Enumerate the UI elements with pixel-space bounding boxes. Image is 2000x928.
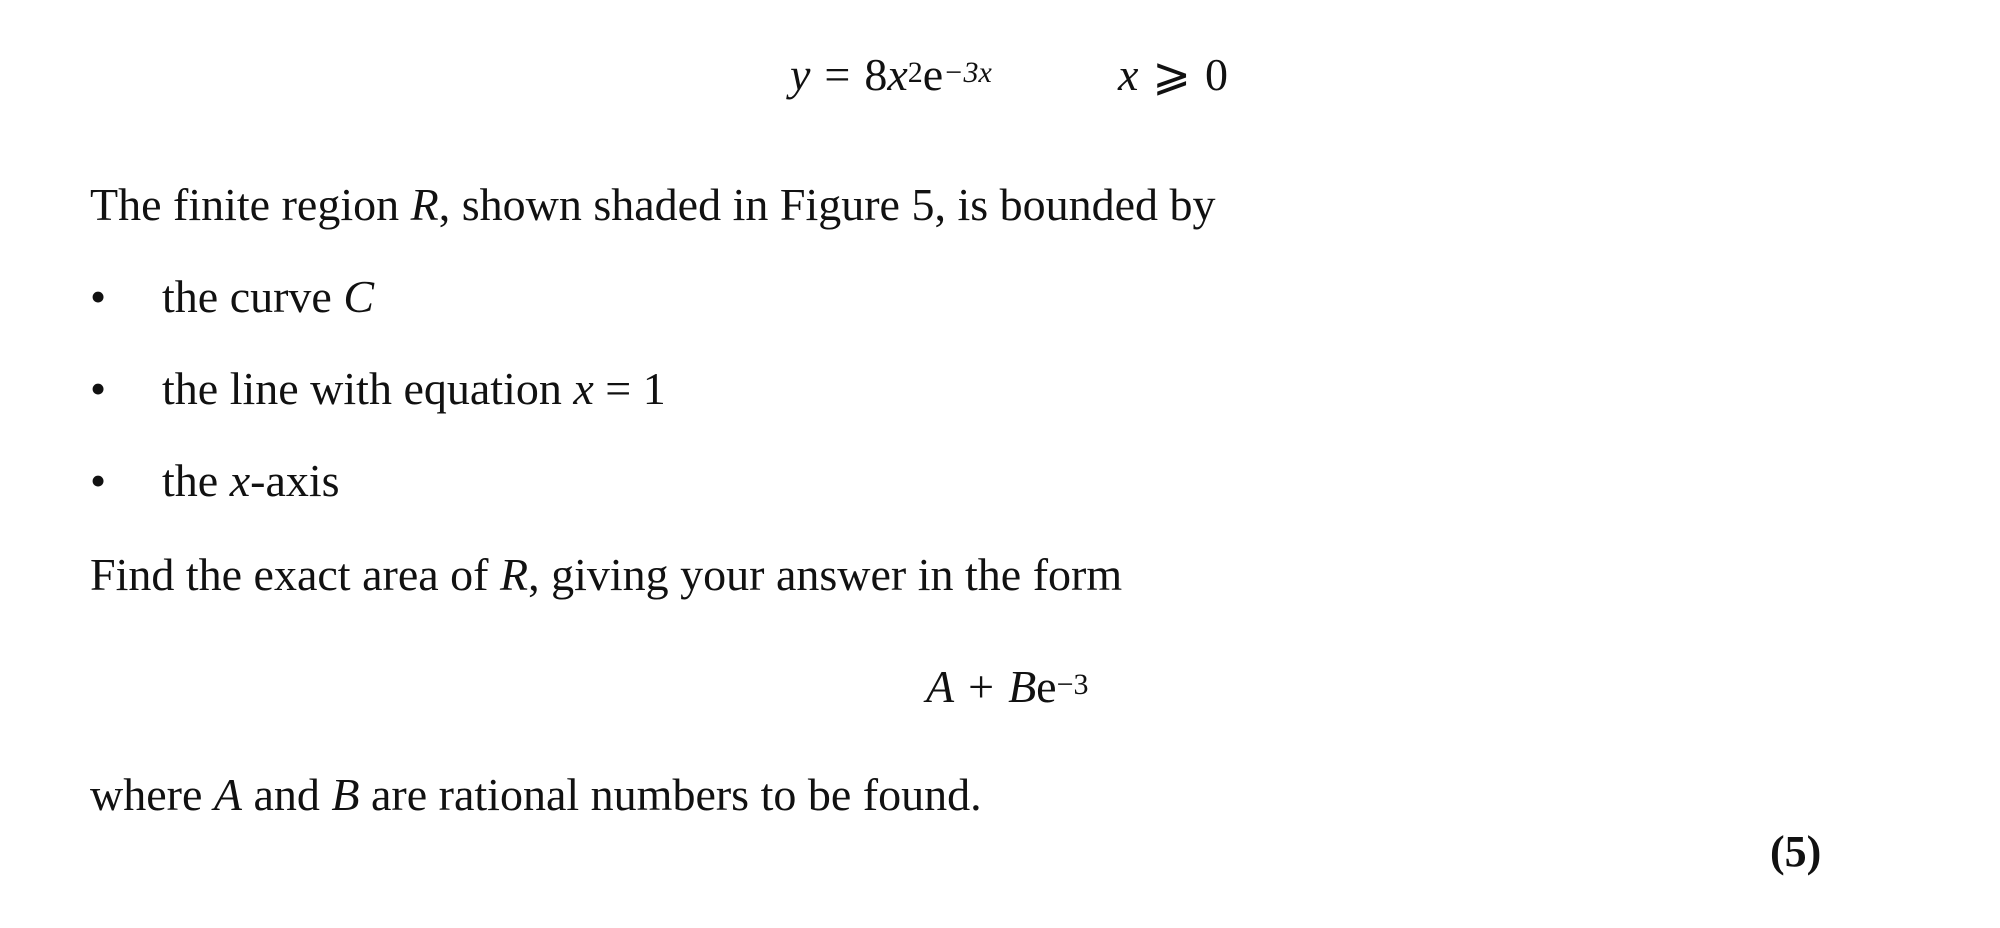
curve-symbol: C (343, 271, 375, 322)
intro-text-2: , shown shaded in Figure 5, is bounded by (438, 179, 1216, 230)
domain-condition (1118, 49, 1228, 100)
bullet-item-line (162, 363, 666, 414)
bullet-tail: = 1 (593, 363, 666, 414)
intro-paragraph (90, 179, 1216, 230)
marks-label: (5) (1770, 827, 1822, 876)
eq-lhs: y (790, 49, 811, 100)
where-paragraph (90, 769, 982, 820)
where-text-1: where (90, 769, 214, 820)
plus-sign: + (968, 661, 995, 712)
task-text-2: , giving your answer in the form (528, 549, 1123, 600)
bullet-tail: -axis (250, 455, 340, 506)
line-variable: x (573, 363, 594, 414)
cond-value: 0 (1204, 49, 1228, 100)
form-base: e (1036, 661, 1057, 712)
eq-base: e (922, 49, 944, 100)
constant-b: B (1008, 661, 1037, 712)
cond-variable: x (1118, 49, 1139, 100)
where-text-3: are rational numbers to be found. (359, 769, 982, 820)
form-exponent: −3 (1056, 668, 1089, 701)
eq-coefficient: 8 (864, 49, 888, 100)
bullet-item-axis (162, 455, 340, 506)
where-text-2: and (241, 769, 332, 820)
cond-operator: ⩾ (1152, 49, 1191, 100)
bullet-marker: • (90, 363, 107, 414)
axis-variable: x (229, 455, 251, 506)
constant-a: A (926, 661, 955, 712)
region-symbol: R (499, 549, 529, 600)
curve-equation (790, 49, 992, 100)
eq-power: 2 (907, 56, 923, 89)
eq-equals: = (824, 49, 851, 100)
task-text-1: Find the exact area of (90, 549, 500, 600)
bullet-text: the line with equation (162, 363, 574, 414)
constant-b: B (331, 769, 360, 820)
task-paragraph (90, 549, 1123, 600)
bullet-text: the curve (162, 271, 344, 322)
eq-exponent: −3x (943, 56, 992, 89)
region-symbol: R (410, 179, 439, 230)
bullet-item-curve (162, 271, 375, 322)
bullet-text: the (162, 455, 230, 506)
bullet-marker: • (90, 455, 107, 506)
constant-a: A (213, 769, 242, 820)
eq-variable: x (887, 49, 908, 100)
bullet-marker: • (90, 271, 107, 322)
intro-text-1: The finite region (90, 179, 411, 230)
answer-form-expression (926, 661, 1089, 712)
